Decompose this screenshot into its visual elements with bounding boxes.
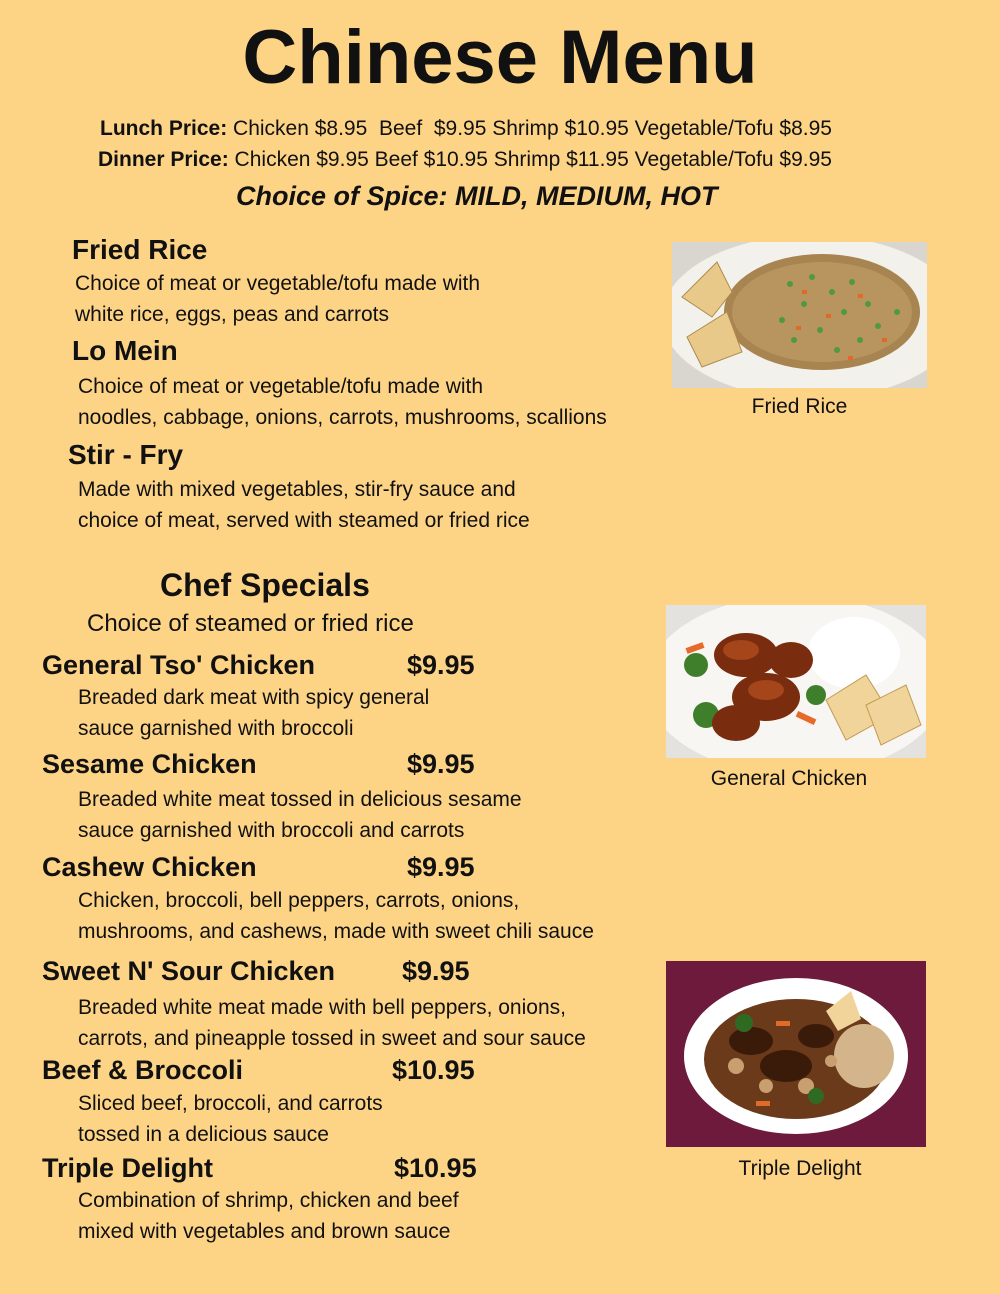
fried-rice-photo: [672, 242, 927, 388]
description-line: choice of meat, served with steamed or fried rice: [78, 509, 530, 532]
menu-item-name: Sesame Chicken: [42, 749, 257, 779]
menu-item-price: $9.95: [407, 852, 475, 882]
stir-fry-heading: Stir - Fry: [68, 439, 184, 470]
general-chicken-photo: [666, 605, 926, 758]
description-line: mixed with vegetables and brown sauce: [78, 1220, 451, 1243]
description-line: mushrooms, and cashews, made with sweet chili sauce: [78, 920, 594, 943]
spice-choice: Choice of Spice: MILD, MEDIUM, HOT: [236, 181, 718, 211]
menu-item-price: $9.95: [402, 956, 470, 986]
description-line: white rice, eggs, peas and carrots: [75, 303, 389, 326]
chef-specials-subtitle: Choice of steamed or fried rice: [87, 610, 414, 637]
description-line: Made with mixed vegetables, stir-fry sauce and: [78, 478, 516, 501]
menu-item-price: $10.95: [392, 1055, 475, 1085]
lunch-price-text: Chicken $8.95 Beef $9.95 Shrimp $10.95 Vegetable/Tofu $8.95: [227, 117, 832, 140]
lo-mein-heading: Lo Mein: [72, 335, 178, 366]
menu-item-price: $9.95: [407, 650, 475, 680]
stir-fry-description: [78, 474, 530, 536]
description-line: Combination of shrimp, chicken and beef: [78, 1189, 459, 1212]
description-line: Breaded dark meat with spicy general: [78, 686, 430, 709]
dinner-price-text: Chicken $9.95 Beef $10.95 Shrimp $11.95 Vegetable/Tofu $9.95: [228, 148, 832, 171]
menu-item-description: [78, 992, 586, 1054]
fried-rice-caption: Fried Rice: [751, 395, 848, 418]
description-line: tossed in a delicious sauce: [78, 1123, 329, 1146]
description-line: Choice of meat or vegetable/tofu made with: [78, 375, 484, 398]
menu-item-description: [78, 1088, 383, 1150]
menu-title: Chinese Menu: [242, 15, 758, 100]
general-chicken-caption: General Chicken: [710, 767, 868, 790]
dinner-price-line: [98, 148, 832, 172]
triple-delight-caption: Triple Delight: [738, 1157, 862, 1180]
menu-item-name: Triple Delight: [42, 1153, 214, 1183]
menu-item-description: [78, 1185, 459, 1247]
lo-mein-description: [78, 371, 607, 433]
description-line: sauce garnished with broccoli and carrots: [78, 819, 465, 842]
description-line: Sliced beef, broccoli, and carrots: [78, 1092, 383, 1115]
description-line: Breaded white meat tossed in delicious sesame: [78, 788, 522, 811]
menu-item-name: Sweet N' Sour Chicken: [42, 956, 335, 986]
description-line: carrots, and pineapple tossed in sweet and sour sauce: [78, 1027, 586, 1050]
fried-rice-heading: Fried Rice: [72, 234, 208, 265]
menu-item-name: Cashew Chicken: [42, 852, 257, 882]
description-line: Breaded white meat made with bell peppers, onions,: [78, 996, 566, 1019]
menu-item-price: $9.95: [407, 749, 475, 779]
menu-item-name: General Tso' Chicken: [42, 650, 316, 680]
menu-item-description: [78, 784, 522, 846]
description-line: noodles, cabbage, onions, carrots, mushrooms, scallions: [78, 406, 607, 429]
menu-item-price: $10.95: [394, 1153, 477, 1183]
lunch-price-label: Lunch Price:: [100, 117, 228, 140]
menu-item-name: Beef & Broccoli: [42, 1055, 244, 1085]
fried-rice-description: [75, 268, 480, 330]
menu-item-description: [78, 885, 594, 947]
triple-delight-photo: [666, 961, 926, 1147]
description-line: Choice of meat or vegetable/tofu made with: [75, 272, 481, 295]
description-line: Chicken, broccoli, bell peppers, carrots, onions,: [78, 889, 520, 912]
chef-specials-title: Chef Specials: [160, 567, 370, 603]
menu-item-description: [78, 682, 429, 744]
dinner-price-label: Dinner Price:: [98, 148, 229, 171]
description-line: sauce garnished with broccoli: [78, 717, 354, 740]
lunch-price-line: [100, 117, 832, 141]
